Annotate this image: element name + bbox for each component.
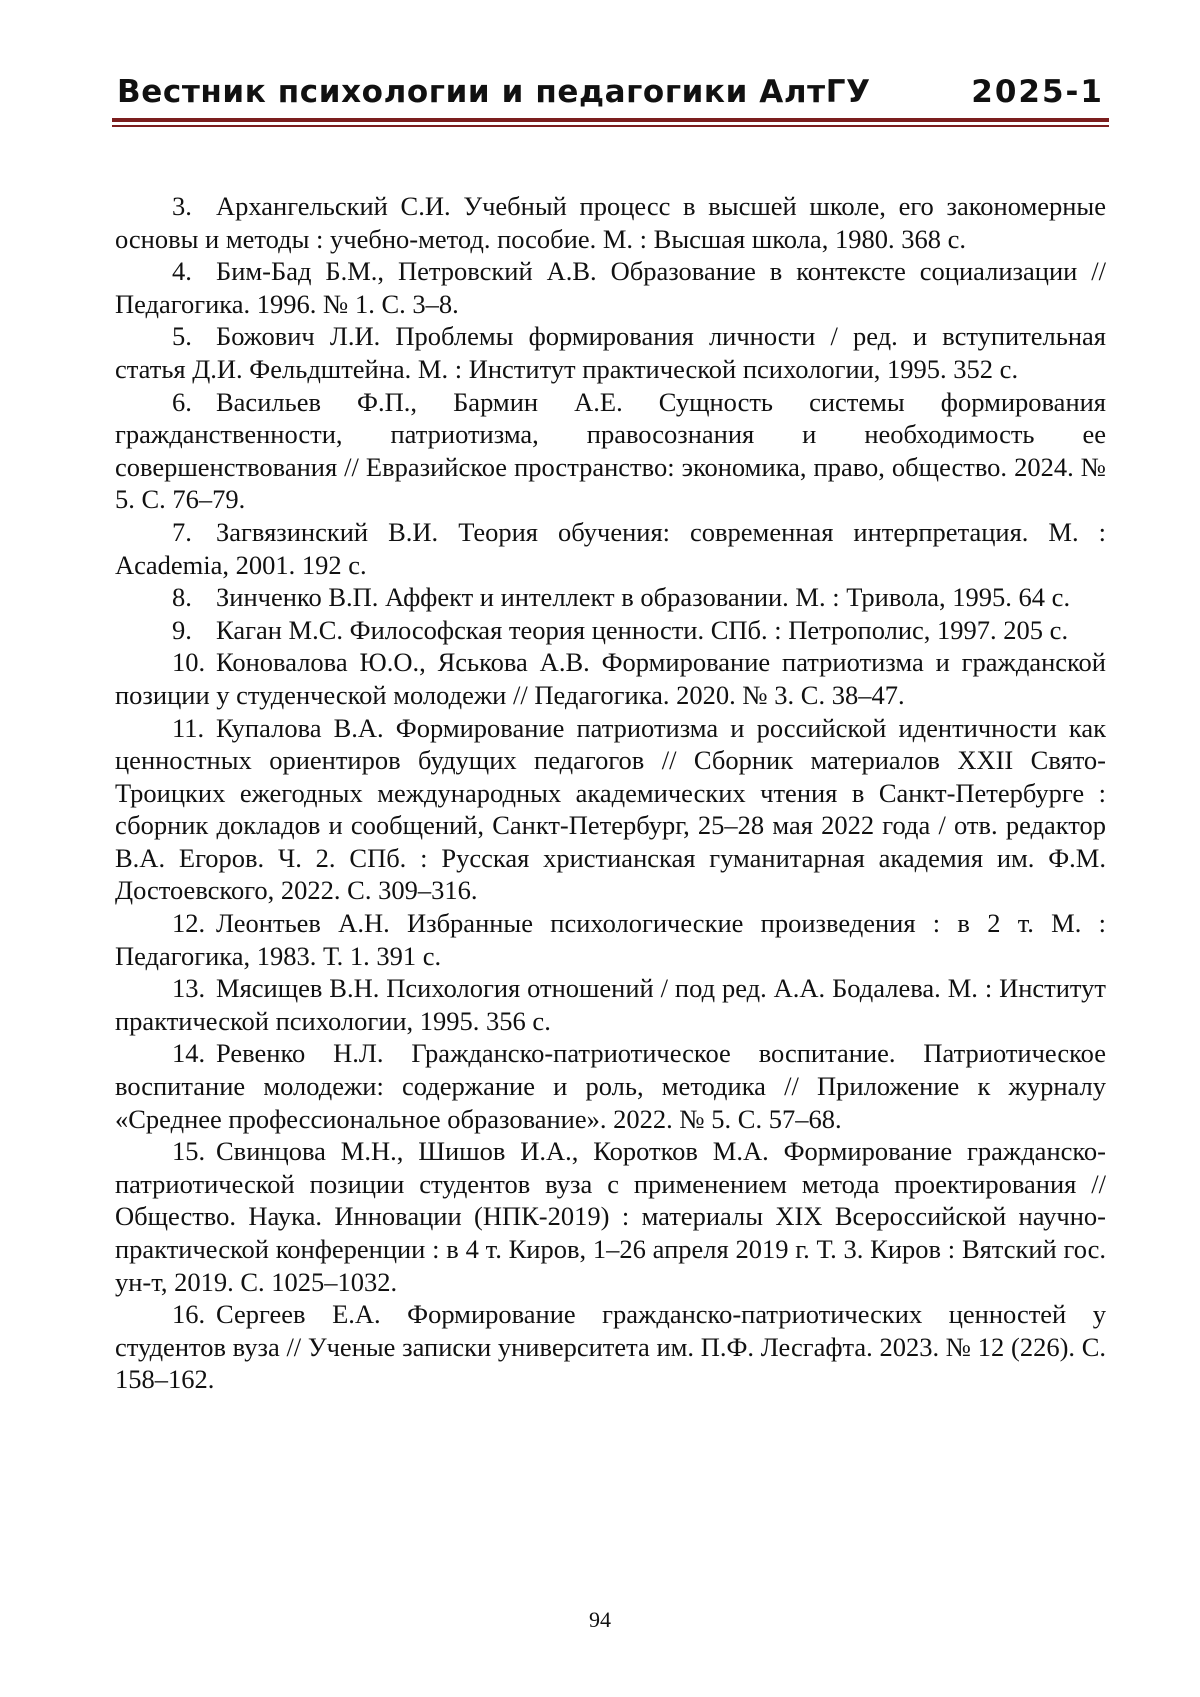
reference-item [115, 516, 1106, 581]
reference-item [115, 320, 1106, 385]
reference-text: Свинцова М.Н., Шишов И.А., Коротков М.А. Формирование гражданско-патриотической позиции студентов вуза с применением метода проектирования // Общество. Наука. Инновации (НПК-2019) : материалы XIX Всероссийской научно-практической конференции : в 4 т. Киров, 1–26 апреля 2019 г. Т. 3. Киров : Вятский гос. ун-т, 2019. С. 1025–1032. [115, 1136, 1106, 1297]
reference-item [115, 581, 1106, 614]
reference-text: Сергеев Е.А. Формирование гражданско-патриотических ценностей у студентов вуза // Ученые записки университета им. П.Ф. Лесгафта. 2023. № 12 (226). С. 158–162. [115, 1299, 1106, 1395]
reference-text: Божович Л.И. Проблемы формирования личности / ред. и вступительная статья Д.И. Фельдштейна. М. : Институт практической психологии, 1995. 352 с. [115, 321, 1106, 384]
reference-number: 8. [172, 582, 192, 613]
reference-number: 14. [172, 1038, 206, 1069]
reference-number: 13. [172, 973, 206, 1004]
reference-number: 5. [172, 321, 192, 352]
reference-number: 16. [172, 1299, 206, 1330]
reference-item [115, 190, 1106, 255]
reference-list [115, 190, 1106, 1396]
reference-text: Ревенко Н.Л. Гражданско-патриотическое воспитание. Патриотическое воспитание молодежи: содержание и роль, методика // Приложение к журналу «Среднее профессиональное образование». 2022. № 5. С. 57–68. [115, 1038, 1106, 1134]
reference-item [115, 646, 1106, 711]
reference-number: 15. [172, 1136, 206, 1167]
reference-item [115, 907, 1106, 972]
reference-number: 3. [172, 191, 192, 221]
reference-text: Мясищев В.Н. Психология отношений / под ред. А.А. Бодалева. М. : Институт практической психологии, 1995. 356 с. [115, 973, 1106, 1036]
reference-text: Архангельский С.И. Учебный процесс в высшей школе, его закономерные основы и методы : учебно-метод. пособие. М. : Высшая школа, 1980. 368 с. [115, 191, 1106, 254]
page-number: 94 [589, 1607, 611, 1632]
reference-item [115, 386, 1106, 516]
reference-number: 4. [172, 256, 192, 287]
reference-text: Бим-Бад Б.М., Петровский А.В. Образование в контексте социализации // Педагогика. 1996. № 1. С. 3–8. [115, 256, 1106, 319]
reference-text: Загвязинский В.И. Теория обучения: современная интерпретация. М. : Academia, 2001. 192 с. [115, 516, 1106, 580]
running-header [117, 72, 1104, 112]
reference-number: 7. [172, 516, 192, 547]
journal-title: Вестник психологии и педагогики АлтГУ [117, 74, 871, 110]
reference-number: 11. [172, 712, 205, 743]
issue-number: 2025-1 [971, 74, 1104, 110]
reference-item [115, 1298, 1106, 1396]
reference-number: 10. [172, 647, 206, 678]
reference-item [115, 255, 1106, 320]
reference-text: Зинченко В.П. Аффект и интеллект в образовании. М. : Тривола, 1995. 64 с. [216, 582, 1071, 613]
reference-text: Купалова В.А. Формирование патриотизма и российской идентичности как ценностных ориентиров будущих педагогов // Сборник материалов XXII Свято-Троицких ежегодных международных академических чтения в Санкт-Петербурге : сборник докладов и сообщений, Санкт-Петербург, 25–28 мая 2022 года / отв. редактор В.А. Егоров. Ч. 2. СПб. : Русская христианская гуманитарная академия им. Ф.М. Достоевского, 2022. С. 309–316. [115, 712, 1106, 906]
reference-item [115, 712, 1106, 908]
reference-text: Коновалова Ю.О., Яськова А.В. Формирование патриотизма и гражданской позиции у студенческой молодежи // Педагогика. 2020. № 3. С. 38–47. [115, 647, 1106, 710]
reference-item [115, 1037, 1106, 1135]
reference-number: 9. [172, 614, 192, 645]
reference-text: Каган М.С. Философская теория ценности. СПб. : Петрополис, 1997. 205 с. [216, 614, 1069, 645]
reference-item [115, 1135, 1106, 1298]
header-rule-thin [112, 125, 1109, 127]
reference-item [115, 614, 1106, 647]
reference-number: 12. [172, 908, 206, 939]
reference-item [115, 972, 1106, 1037]
reference-text: Леонтьев А.Н. Избранные психологические произведения : в 2 т. М. : Педагогика, 1983. Т. 1. 391 с. [115, 908, 1106, 971]
reference-number: 6. [172, 386, 192, 417]
header-rule-thick [112, 118, 1109, 122]
reference-text: Васильев Ф.П., Бармин А.Е. Сущность системы формирования гражданственности, патриотизма, правосознания и необходимость ее совершенствования // Евразийское пространство: экономика, право, общество. 2024. № 5. С. 76–79. [115, 386, 1106, 515]
